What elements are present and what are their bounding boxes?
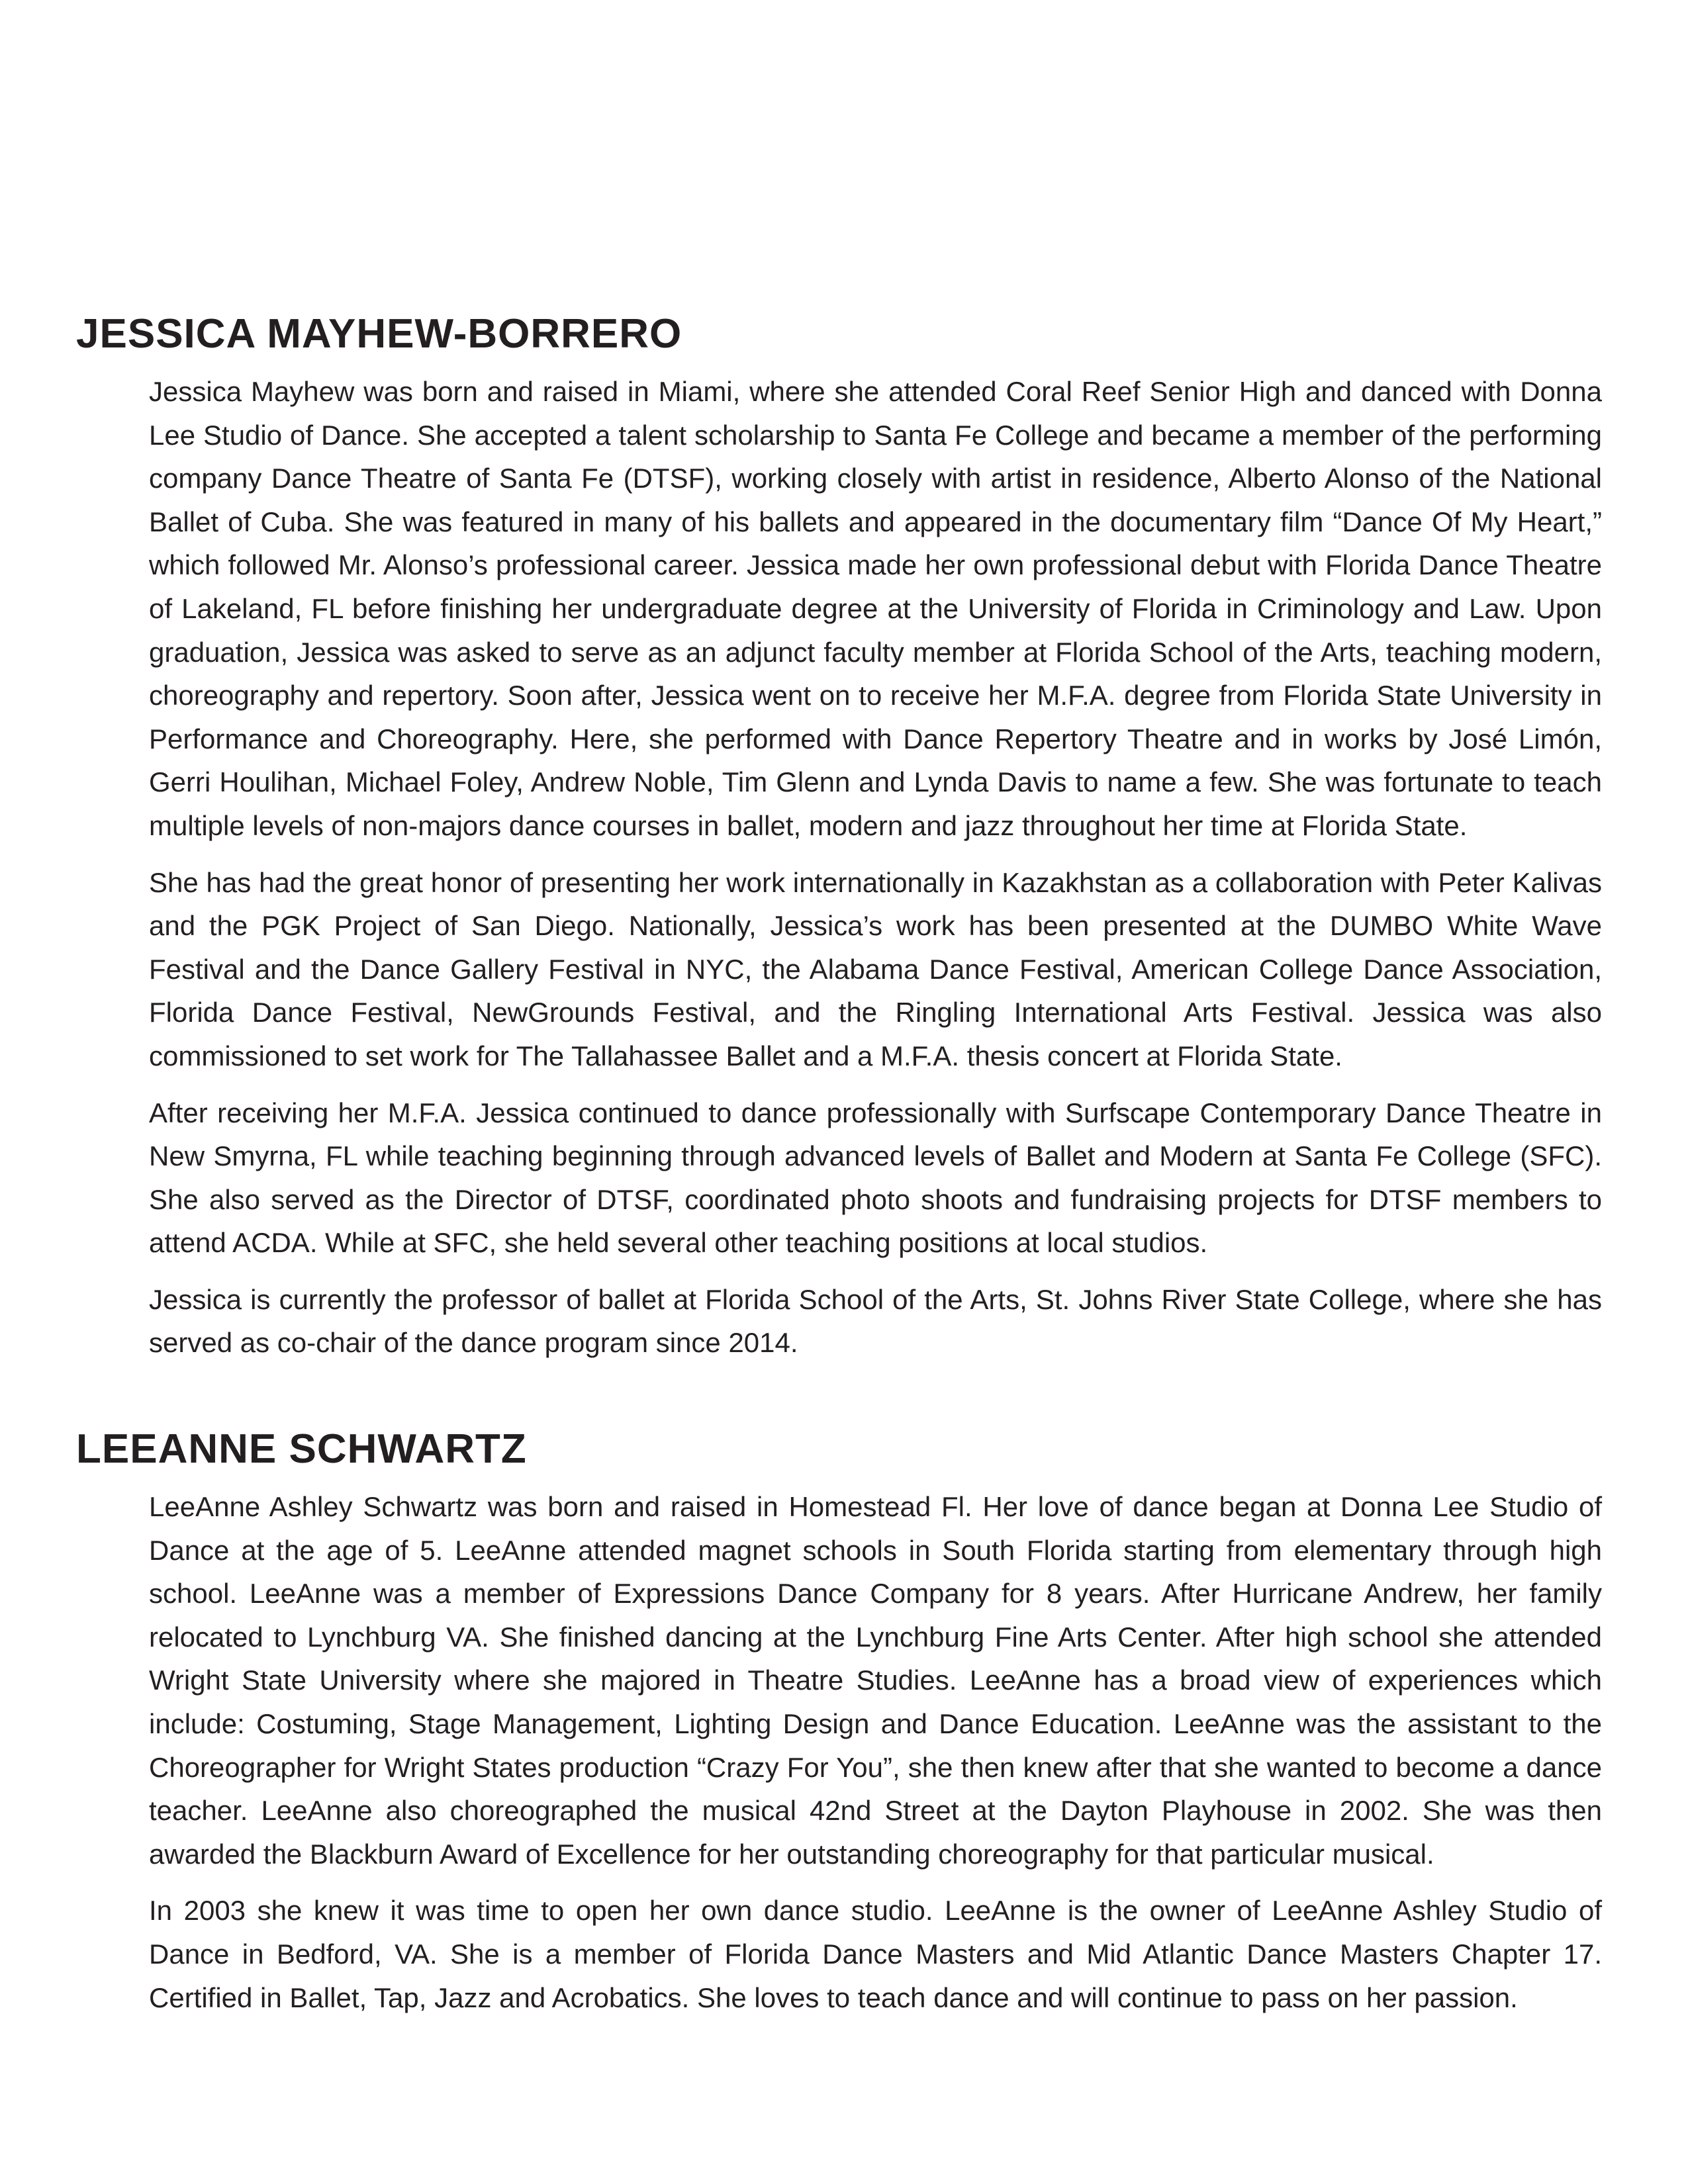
bio-section-leeanne xyxy=(0,1423,1688,2032)
bio-paragraph: In 2003 she knew it was time to open her own dance studio. LeeAnne is the owner of LeeAnne Ashley Studio of Dance in Bedford, VA. She is a member of Florida Dance Masters and Mid Atlantic Dance Masters Chapter 17. Certified in Ballet, Tap, Jazz and Acrobatics. She loves to teach dance and will continue to pass on her passion. xyxy=(149,1895,1602,2013)
bio-name-heading: JESSICA MAYHEW-BORRERO xyxy=(76,311,682,357)
bio-body xyxy=(149,1485,1602,2019)
bio-paragraph: Jessica is currently the professor of ballet at Florida School of the Arts, St. Johns River State College, where she has served as co-chair of the dance program since 2014. xyxy=(149,1283,1602,1359)
bio-body xyxy=(149,370,1602,1365)
bio-paragraph: LeeAnne Ashley Schwartz was born and raised in Homestead Fl. Her love of dance began at Donna Lee Studio of Dance at the age of 5. LeeAnne attended magnet schools in South Florida starting from elementary through high school. LeeAnne was a member of Expressions Dance Company for 8 years. After Hurricane Andrew, her family relocated to Lynchburg VA. She finished dancing at the Lynchburg Fine Arts Center. After high school she attended Wright State University where she majored in Theatre Studies. LeeAnne has a broad view of experiences which include: Costuming, Stage Management, Lighting Design and Dance Education. LeeAnne was the assistant to the Choreographer for Wright States production “Crazy For You”, she then knew after that she wanted to become a dance teacher. LeeAnne also choreographed the musical 42nd Street at the Dayton Playhouse in 2002. She was then awarded the Blackburn Award of Excellence for her outstanding choreography for that particular musical. xyxy=(149,1491,1602,1870)
bio-paragraph: After receiving her M.F.A. Jessica continued to dance professionally with Surfscape Contemporary Dance Theatre in New Smyrna, FL while teaching beginning through advanced levels of Ballet and Modern at Santa Fe College (SFC). She also served as the Director of DTSF, coordinated photo shoots and fundraising projects for DTSF members to attend ACDA. While at SFC, she held several other teaching positions at local studios. xyxy=(149,1097,1602,1259)
bio-paragraph: She has had the great honor of presenting her work internationally in Kazakhstan as a collaboration with Peter Kalivas and the PGK Project of San Diego. Nationally, Jessica’s work has been presented at the DUMBO White Wave Festival and the Dance Gallery Festival in NYC, the Alabama Dance Festival, American College Dance Association, Florida Dance Festival, NewGrounds Festival, and the Ringling International Arts Festival. Jessica was also commissioned to set work for The Tallahassee Ballet and a M.F.A. thesis concert at Florida State. xyxy=(149,866,1602,1071)
bio-section-jessica xyxy=(0,308,1688,1378)
bio-paragraph: Jessica Mayhew was born and raised in Miami, where she attended Coral Reef Senior High and danced with Donna Lee Studio of Dance. She accepted a talent scholarship to Santa Fe College and became a member of the performing company Dance Theatre of Santa Fe (DTSF), working closely with artist in residence, Alberto Alonso of the National Ballet of Cuba. She was featured in many of his ballets and appeared in the documentary film “Dance Of My Heart,” which followed Mr. Alonso’s professional career. Jessica made her own professional debut with Florida Dance Theatre of Lakeland, FL before finishing her undergraduate degree at the University of Florida in Criminology and Law. Upon graduation, Jessica was asked to serve as an adjunct faculty member at Florida School of the Arts, teaching modern, choreography and repertory. Soon after, Jessica went on to receive her M.F.A. degree from Florida State University in Performance and Choreography. Here, she performed with Dance Repertory Theatre and in works by José Limón, Gerri Houlihan, Michael Foley, Andrew Noble, Tim Glenn and Lynda Davis to name a few. She was fortunate to teach multiple levels of non-majors dance courses in ballet, modern and jazz throughout her time at Florida State. xyxy=(149,376,1602,841)
bio-name-heading: LEEANNE SCHWARTZ xyxy=(76,1426,527,1472)
